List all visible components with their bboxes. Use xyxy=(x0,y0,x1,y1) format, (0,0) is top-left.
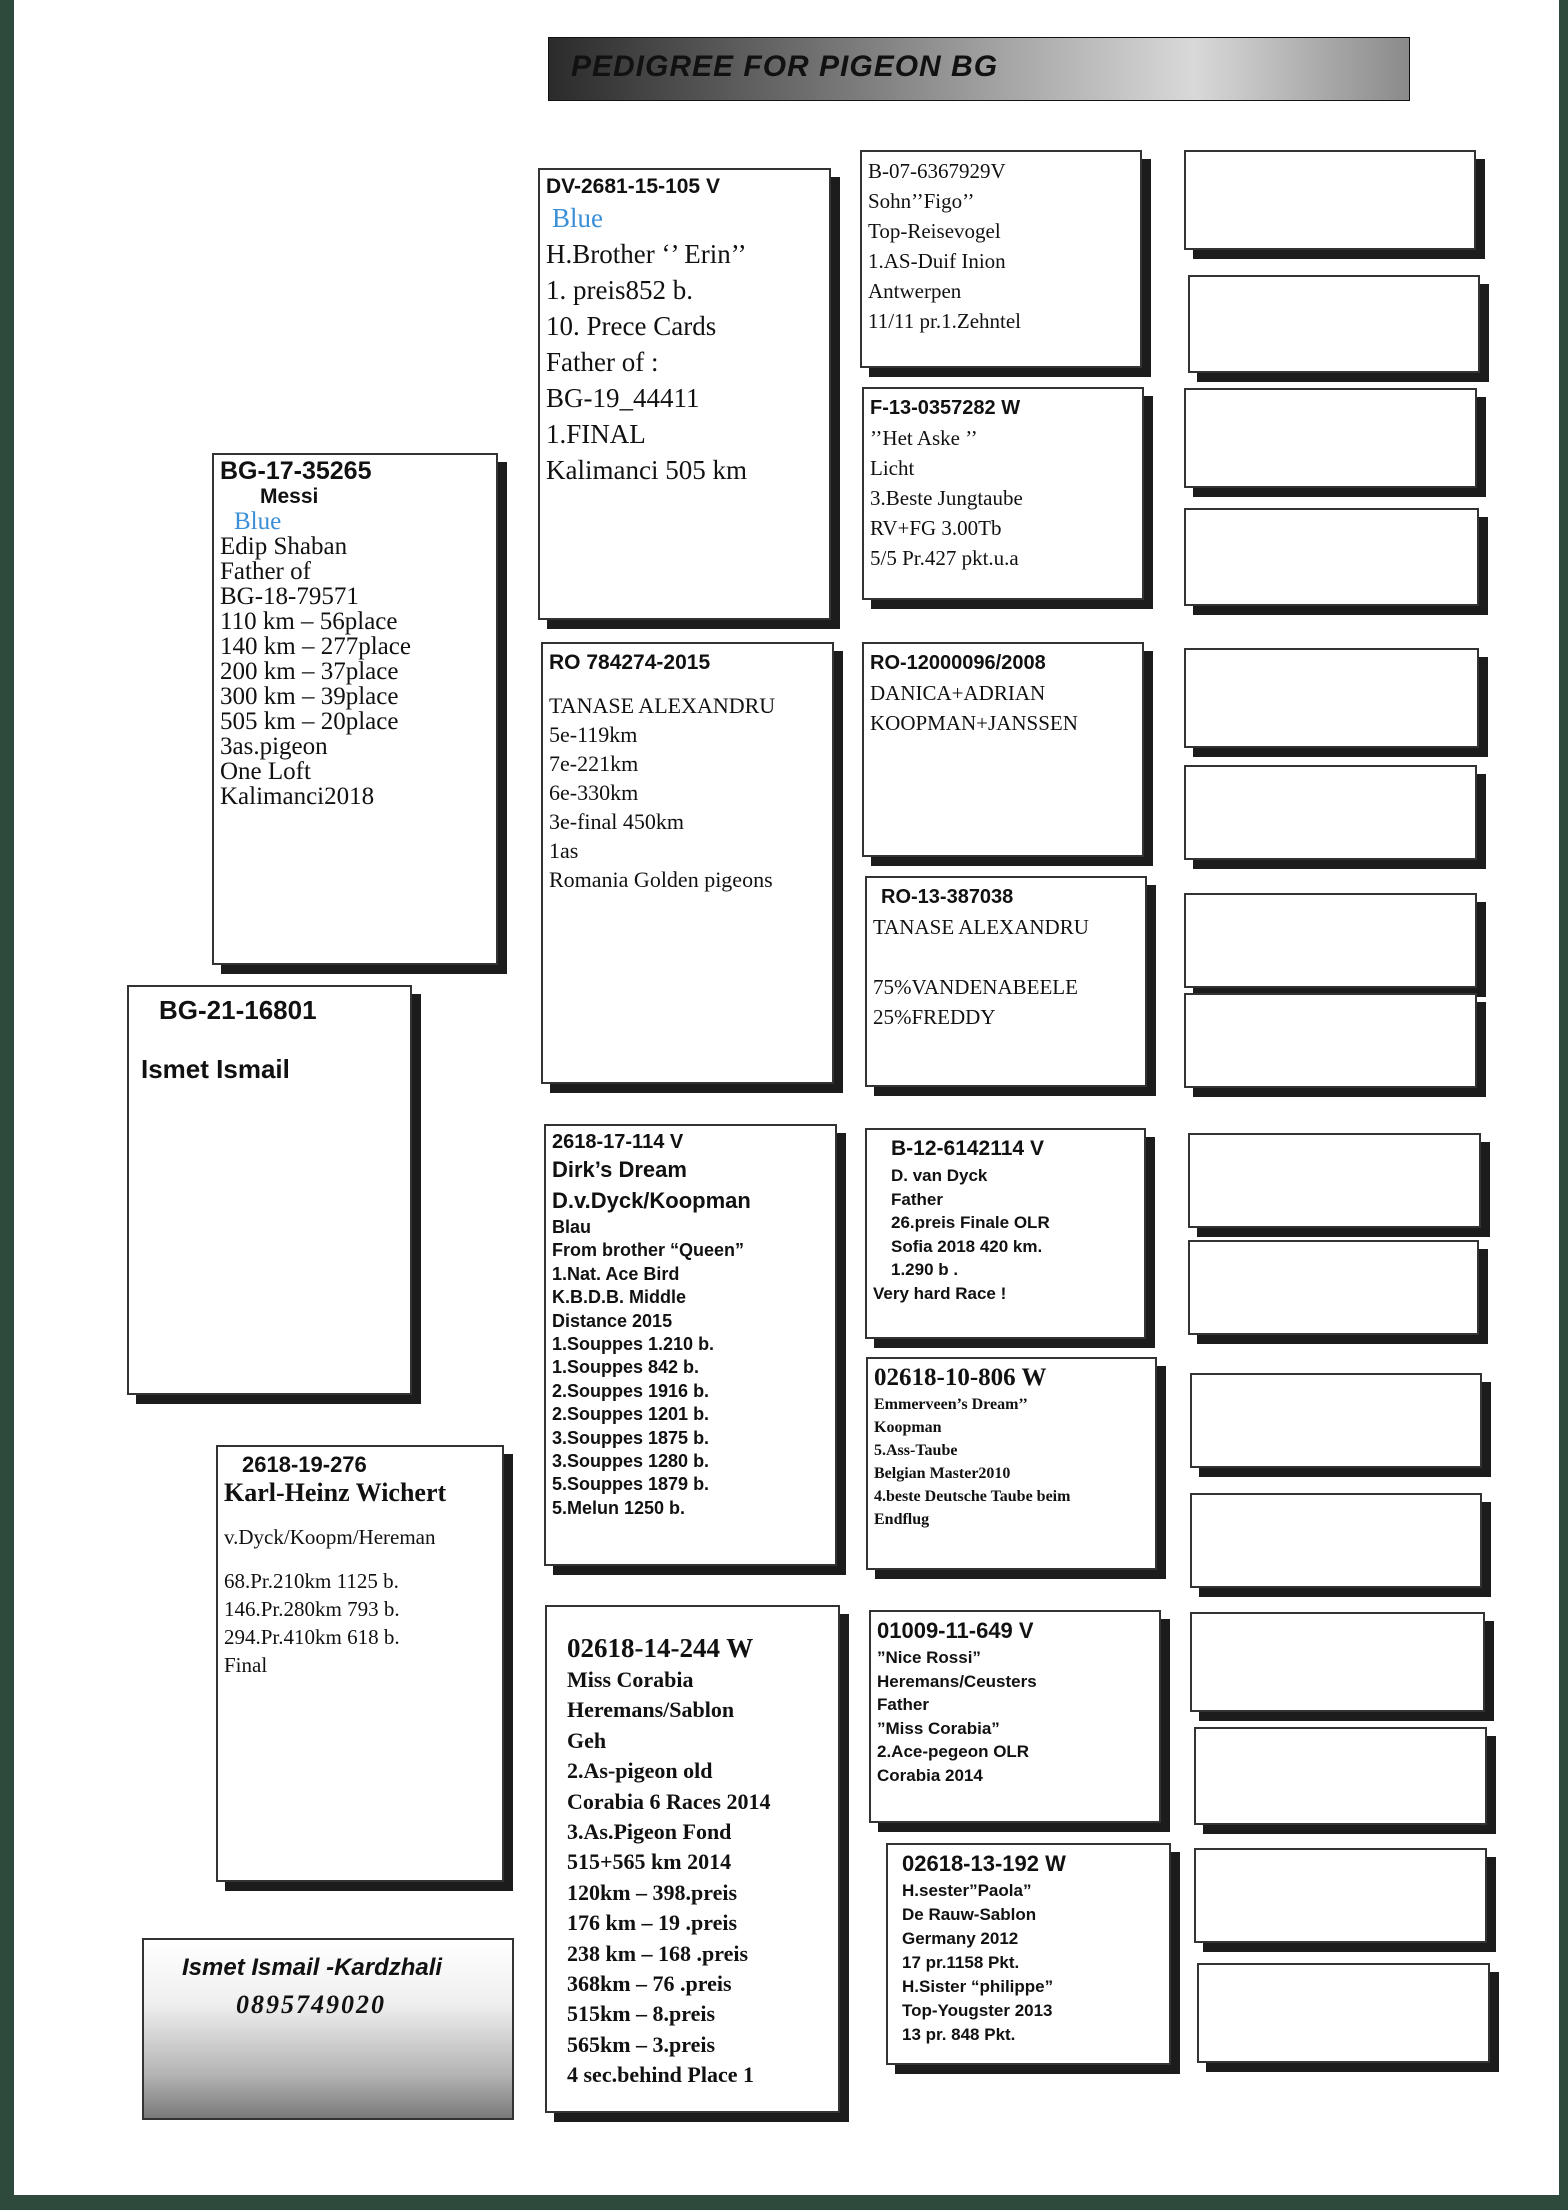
granddam-paternal-line: 3e-final 450km xyxy=(549,809,685,834)
dam-line: 294.Pr.410km 618 b. xyxy=(224,1625,400,1649)
great-grandparent-line: 13 pr. 848 Pkt. xyxy=(902,2025,1016,2044)
great-grandparent-line: Germany 2012 xyxy=(902,1929,1019,1948)
empty-ancestor-box xyxy=(1190,1612,1485,1712)
granddam-paternal-line: 5e-119km xyxy=(549,722,638,747)
granddam-paternal-line: TANASE ALEXANDRU xyxy=(549,693,776,718)
empty-ancestor-box xyxy=(1188,1133,1481,1228)
empty-ancestor-box xyxy=(1197,1963,1490,2063)
empty-ancestor-box xyxy=(1184,893,1477,988)
empty-ancestor-box xyxy=(1184,150,1476,250)
great-grandparent-ring: 02618-13-192 W xyxy=(902,1851,1066,1876)
great-grandparent-line: Antwerpen xyxy=(868,279,962,303)
great-grandparent-box-7 xyxy=(869,1610,1161,1823)
granddam-maternal-line: 368km – 76 .preis xyxy=(567,1971,732,1997)
empty-ancestor-box xyxy=(1194,1727,1487,1825)
great-grandparent-line xyxy=(873,942,1139,972)
great-grandparent-line: 4.beste Deutsche Taube beim xyxy=(874,1488,1071,1505)
granddam-maternal-line: Geh xyxy=(567,1727,607,1753)
great-grandparent-line: Endflug xyxy=(874,1511,930,1528)
contact-phone: 0895749020 xyxy=(236,1990,386,2019)
dam-line: 146.Pr.280km 793 b. xyxy=(224,1597,400,1621)
great-grandparent-line: 1.AS-Duif Inion xyxy=(868,249,1006,273)
great-grandparent-line: Top-Reisevogel xyxy=(868,219,1001,243)
dam-box xyxy=(216,1445,504,1882)
granddam-paternal-line: 6e-330km xyxy=(549,780,639,805)
granddam-maternal-line: 515km – 8.preis xyxy=(567,2001,716,2027)
great-grandparent-line: 5.Ass-Taube xyxy=(874,1442,958,1459)
granddam-maternal-box xyxy=(545,1605,840,2113)
pigeon-box xyxy=(127,985,412,1395)
granddam-maternal-line: 565km – 3.preis xyxy=(567,2031,716,2057)
great-grandparent-line: Sofia 2018 420 km. xyxy=(891,1236,1043,1256)
sire-line: 110 km – 56place xyxy=(220,608,398,635)
great-grandparent-line: TANASE ALEXANDRU xyxy=(873,915,1089,939)
grandsire-paternal-line: Father of : xyxy=(546,347,659,377)
empty-ancestor-box xyxy=(1188,275,1480,373)
sire-name: Messi xyxy=(260,485,319,508)
great-grandparent-line: Licht xyxy=(870,456,915,480)
great-grandparent-line: Corabia 2014 xyxy=(877,1765,983,1785)
empty-ancestor-box xyxy=(1190,1493,1482,1588)
great-grandparent-line: Father xyxy=(877,1695,929,1714)
great-grandparent-line: 2.Ace-pegeon OLR xyxy=(877,1742,1030,1761)
granddam-paternal-box xyxy=(541,642,834,1084)
grandsire-paternal-ring: DV-2681-15-105 V xyxy=(546,175,720,198)
great-grandparent-box-2 xyxy=(862,387,1144,600)
grandsire-paternal-box xyxy=(538,168,831,620)
dam-line: 68.Pr.210km 1125 b. xyxy=(224,1569,399,1593)
granddam-maternal-line: 2.As-pigeon old xyxy=(567,1758,713,1784)
empty-ancestor-box xyxy=(1184,648,1479,748)
great-grandparent-line: RV+FG 3.00Tb xyxy=(870,516,1002,540)
grandsire-maternal-line: 1.Souppes 842 b. xyxy=(552,1357,700,1378)
empty-ancestor-box xyxy=(1184,765,1477,860)
sire-color: Blue xyxy=(234,508,282,535)
grandsire-maternal-line: Distance 2015 xyxy=(552,1310,673,1331)
grandsire-maternal-breeder: D.v.Dyck/Koopman xyxy=(552,1188,751,1213)
pedigree-sheet xyxy=(14,0,1559,2195)
grandsire-paternal-line: 1.FINAL xyxy=(546,419,646,449)
sire-line: BG-18-79571 xyxy=(220,583,359,610)
grandsire-maternal-line: Blau xyxy=(552,1217,592,1237)
grandsire-paternal-line: BG-19_44411 xyxy=(546,383,700,413)
great-grandparent-line: Heremans/Ceusters xyxy=(877,1671,1037,1691)
grandsire-maternal-line: 5.Melun 1250 b. xyxy=(552,1497,686,1518)
granddam-paternal-line: 7e-221km xyxy=(549,751,639,776)
great-grandparent-line: 11/11 pr.1.Zehntel xyxy=(868,309,1021,333)
great-grandparent-line: 1.290 b . xyxy=(891,1260,959,1279)
great-grandparent-box-8 xyxy=(886,1843,1171,2065)
great-grandparent-line: DANICA+ADRIAN xyxy=(870,681,1046,705)
great-grandparent-line: Top-Yougster 2013 xyxy=(902,2001,1053,2020)
sire-line: 300 km – 39place xyxy=(220,683,399,710)
great-grandparent-line: Father xyxy=(891,1189,943,1209)
great-grandparent-ring: B-12-6142114 V xyxy=(891,1137,1044,1160)
grandsire-maternal-line: 1.Nat. Ace Bird xyxy=(552,1263,680,1284)
grandsire-maternal-line: 1.Souppes 1.210 b. xyxy=(552,1334,715,1355)
granddam-maternal-line: 515+565 km 2014 xyxy=(567,1849,732,1875)
dam-ring: 2618-19-276 xyxy=(242,1452,367,1477)
great-grandparent-ring: RO-13-387038 xyxy=(881,886,1014,908)
granddam-maternal-line: Heremans/Sablon xyxy=(567,1697,735,1723)
granddam-paternal-line: Romania Golden pigeons xyxy=(549,867,773,892)
dam-name: Karl-Heinz Wichert xyxy=(224,1478,447,1507)
grandsire-paternal-line: 1. preis852 b. xyxy=(546,275,693,305)
sire-line: Kalimanci2018 xyxy=(220,783,375,810)
granddam-paternal-ring: RO 784274-2015 xyxy=(549,651,711,674)
great-grandparent-ring: 01009-11-649 V xyxy=(877,1618,1034,1643)
granddam-maternal-line: 4 sec.behind Place 1 xyxy=(567,2062,754,2088)
great-grandparent-line: 25%FREDDY xyxy=(873,1005,996,1029)
sire-line: 505 km – 20place xyxy=(220,708,399,735)
grandsire-maternal-line: K.B.D.B. Middle xyxy=(552,1287,686,1308)
empty-ancestor-box xyxy=(1184,993,1477,1088)
pedigree-title: PEDIGREE FOR PIGEON BG xyxy=(571,50,999,83)
sire-line: 140 km – 277place xyxy=(220,633,411,660)
pigeon-ring: BG-21-16801 xyxy=(159,995,317,1025)
great-grandparent-line: 3.Beste Jungtaube xyxy=(870,486,1023,510)
granddam-maternal-line: 120km – 398.preis xyxy=(567,1879,738,1905)
sire-line: One Loft xyxy=(220,758,311,785)
grandsire-maternal-line: 3.Souppes 1280 b. xyxy=(552,1451,710,1472)
great-grandparent-line: H.Sister “philippe” xyxy=(902,1977,1054,1996)
sire-line: 200 km – 37place xyxy=(220,658,399,685)
dam-line: Final xyxy=(224,1653,268,1677)
grandsire-maternal-box xyxy=(544,1124,837,1566)
great-grandparent-line: ’’Het Aske ’’ xyxy=(870,426,978,450)
granddam-maternal-line: 176 km – 19 .preis xyxy=(567,1910,738,1936)
granddam-maternal-ring: 02618-14-244 W xyxy=(567,1633,754,1663)
great-grandparent-line: Sohn’’Figo’’ xyxy=(868,189,975,213)
sire-line: Father of xyxy=(220,558,311,585)
grandsire-maternal-line: 2.Souppes 1201 b. xyxy=(552,1404,710,1425)
grandsire-paternal-line: 10. Prece Cards xyxy=(546,311,717,341)
contact-box xyxy=(142,1938,514,2120)
great-grandparent-line: ”Nice Rossi” xyxy=(877,1648,981,1667)
empty-ancestor-box xyxy=(1184,508,1479,606)
empty-ancestor-box xyxy=(1190,1373,1482,1468)
great-grandparent-ring: F-13-0357282 W xyxy=(870,397,1021,419)
great-grandparent-line: 75%VANDENABEELE xyxy=(873,975,1078,999)
great-grandparent-line: 17 pr.1158 Pkt. xyxy=(902,1953,1020,1972)
great-grandparent-line: D. van Dyck xyxy=(891,1166,988,1185)
grandsire-maternal-line: From brother “Queen” xyxy=(552,1240,745,1261)
great-grandparent-line: H.sester”Paola” xyxy=(902,1881,1032,1900)
great-grandparent-box-5 xyxy=(865,1128,1146,1339)
great-grandparent-line: 5/5 Pr.427 pkt.u.a xyxy=(870,546,1019,570)
granddam-maternal-line: Miss Corabia xyxy=(567,1667,694,1692)
grandsire-maternal-line: 3.Souppes 1875 b. xyxy=(552,1427,710,1448)
great-grandparent-box-3 xyxy=(862,642,1144,857)
great-grandparent-line: De Rauw-Sablon xyxy=(902,1905,1037,1924)
empty-ancestor-box xyxy=(1194,1848,1487,1943)
sire-line: 3as.pigeon xyxy=(220,733,328,760)
contact-name: Ismet Ismail -Kardzhali xyxy=(182,1954,443,1981)
pigeon-owner: Ismet Ismail xyxy=(141,1054,290,1084)
great-grandparent-ring: 02618-10-806 W xyxy=(874,1364,1047,1391)
granddam-paternal-line: 1as xyxy=(549,838,579,863)
great-grandparent-box-4 xyxy=(865,876,1147,1087)
great-grandparent-box-1 xyxy=(860,150,1142,368)
great-grandparent-line: ”Miss Corabia” xyxy=(877,1718,1000,1738)
great-grandparent-line: 26.preis Finale OLR xyxy=(891,1213,1050,1232)
granddam-maternal-line: 238 km – 168 .preis xyxy=(567,1940,749,1966)
dam-line: v.Dyck/Koopm/Hereman xyxy=(224,1525,436,1549)
grandsire-maternal-ring: 2618-17-114 V xyxy=(552,1131,684,1153)
great-grandparent-ring: RO-12000096/2008 xyxy=(870,652,1046,674)
great-grandparent-line: Belgian Master2010 xyxy=(874,1465,1011,1482)
great-grandparent-line: Koopman xyxy=(874,1419,942,1436)
pedigree-title-banner xyxy=(549,38,1409,100)
grandsire-paternal-line: Kalimanci 505 km xyxy=(546,455,747,485)
great-grandparent-line: KOOPMAN+JANSSEN xyxy=(870,711,1078,735)
great-grandparent-box-6 xyxy=(866,1357,1157,1570)
grandsire-maternal-line: 2.Souppes 1916 b. xyxy=(552,1380,710,1401)
grandsire-paternal-color: Blue xyxy=(552,203,603,233)
empty-ancestor-box xyxy=(1188,1240,1479,1335)
sire-box xyxy=(212,453,498,965)
sire-ring: BG-17-35265 xyxy=(220,457,372,485)
grandsire-maternal-name: Dirk’s Dream xyxy=(552,1157,687,1182)
granddam-maternal-line: Corabia 6 Races 2014 xyxy=(567,1788,771,1814)
great-grandparent-line: Very hard Race ! xyxy=(873,1283,1007,1303)
grandsire-paternal-line: H.Brother ‘’ Erin’’ xyxy=(546,239,747,269)
grandsire-maternal-line: 5.Souppes 1879 b. xyxy=(552,1474,710,1495)
sire-line: Edip Shaban xyxy=(220,533,348,560)
granddam-maternal-line: 3.As.Pigeon Fond xyxy=(567,1819,732,1845)
empty-ancestor-box xyxy=(1184,388,1477,488)
great-grandparent-line: Emmerveen’s Dream’’ xyxy=(874,1396,1028,1413)
great-grandparent-ring: B-07-6367929V xyxy=(868,159,1006,183)
